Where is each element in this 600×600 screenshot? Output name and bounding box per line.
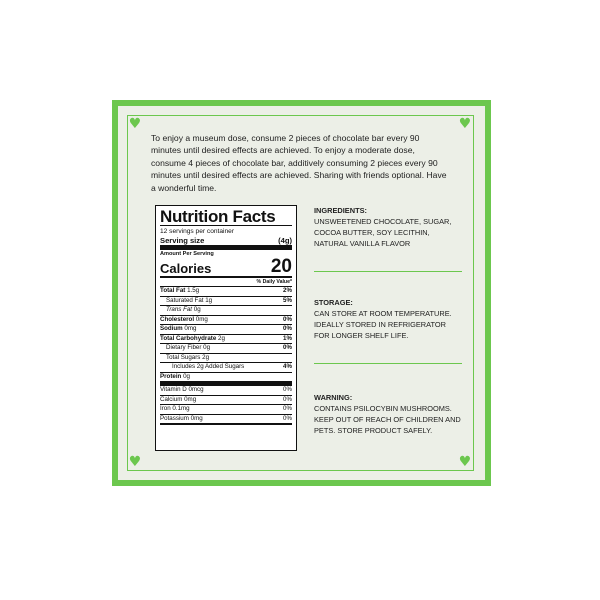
nutrient-row: Total Carbohydrate 2g 1% xyxy=(160,334,292,342)
storage-section xyxy=(314,297,462,341)
heart-icon: ♥ xyxy=(128,116,142,132)
vitamin-row: Potassium 0mg 0% xyxy=(160,414,292,422)
vitamin-row: Calcium 0mg 0% xyxy=(160,395,292,403)
ingredients-heading: INGREDIENTS: xyxy=(314,206,367,215)
nutrient-row: Cholesterol 0mg 0% xyxy=(160,315,292,323)
divider xyxy=(314,271,462,272)
calories: Calories 20 xyxy=(160,256,292,277)
heart-icon: ♥ xyxy=(458,116,472,132)
heart-icon: ♥ xyxy=(128,454,142,470)
nutrient-row: Dietary Fiber 0g 0% xyxy=(166,344,292,351)
nutrient-row: Protein 0g xyxy=(160,372,190,380)
daily-value-header: % Daily Value* xyxy=(256,279,292,285)
nutrient-row: Saturated Fat 1g 5% xyxy=(166,296,292,304)
ingredients-text: UNSWEETENED CHOCOLATE, SUGAR, COCOA BUTTER, SOY LECITHIN, NATURAL VANILLA FLAVOR xyxy=(314,217,452,248)
usage-instructions: To enjoy a museum dose, consume 2 pieces of chocolate bar every 90 minutes until desired effects are achieved. To enjoy a moderate dose, consume 4 pieces of chocolate bar, additively consuming 2 pieces every 90 minutes until desired effects are achieved. Sharing with friends optional. Have a wonderful time. xyxy=(151,133,447,193)
divider xyxy=(314,363,462,364)
serving-size: Serving size (4g) xyxy=(160,236,292,245)
nutrient-row: Total Fat 1.5g 2% xyxy=(160,287,292,294)
nutrition-facts-panel xyxy=(155,205,297,451)
vitamin-row: Vitamin D 0mcg 0% xyxy=(160,386,292,393)
warning-heading: WARNING: xyxy=(314,393,353,402)
servings-per-container: 12 servings per container xyxy=(160,228,235,235)
nutrient-row: Includes 2g Added Sugars 4% xyxy=(172,363,292,370)
nutrient-row: Sodium 0mg 0% xyxy=(160,325,292,332)
storage-heading: STORAGE: xyxy=(314,298,353,307)
warning-text: CONTAINS PSILOCYBIN MUSHROOMS. KEEP OUT OF REACH OF CHILDREN AND PETS. STORE PRODUCT SAFELY. xyxy=(314,404,461,435)
nutrient-row: Trans Fat 0g xyxy=(166,306,201,313)
vitamin-row: Iron 0.1mg 0% xyxy=(160,405,292,412)
ingredients-section xyxy=(314,205,462,249)
heart-icon: ♥ xyxy=(458,454,472,470)
amount-per-serving: Amount Per Serving xyxy=(160,251,214,257)
warning-section xyxy=(314,392,462,436)
nutrient-row: Total Sugars 2g xyxy=(166,353,210,361)
nutrition-title: Nutrition Facts xyxy=(160,207,276,226)
storage-text: CAN STORE AT ROOM TEMPERATURE. IDEALLY STORED IN REFRIGERATOR FOR LONGER SHELF LIFE. xyxy=(314,309,452,340)
